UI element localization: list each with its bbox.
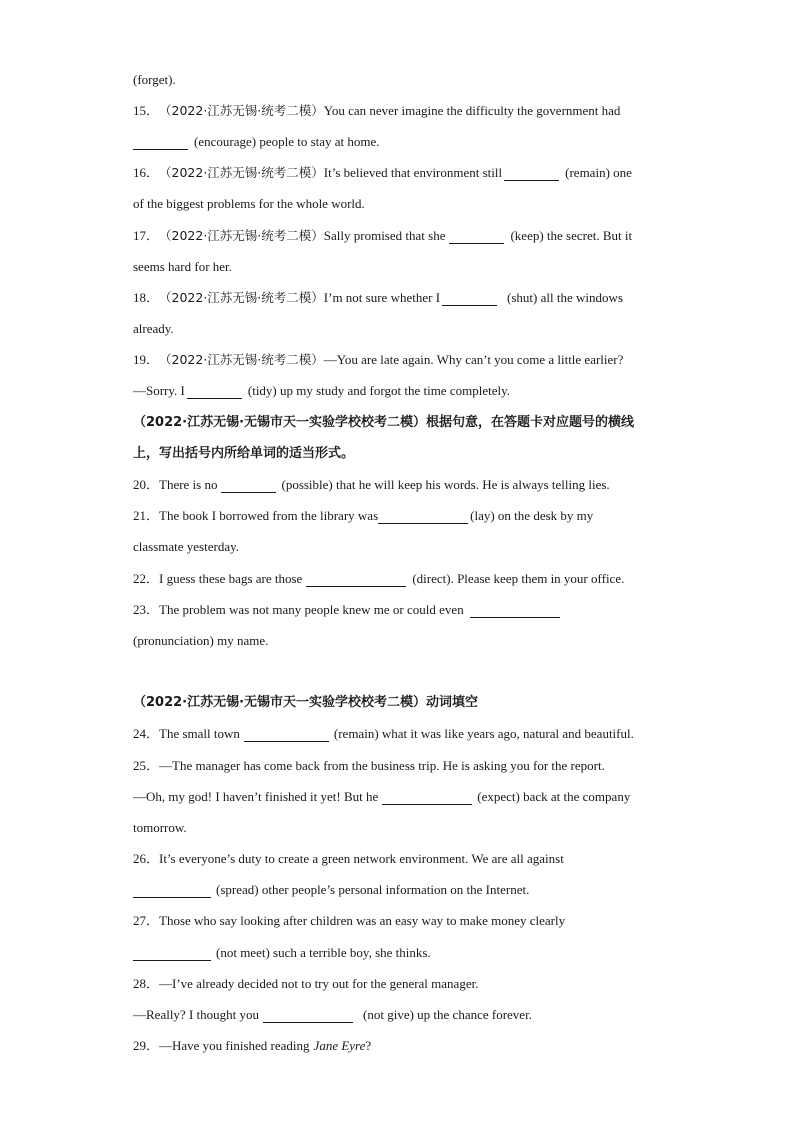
- section-heading: （2022·江苏无锡·无锡市天一实验学校校考二模）根据句意，在答题卡对应题号的横线: [133, 414, 635, 430]
- question-text: (direct). Please keep them in your office.: [412, 570, 625, 586]
- answer-blank[interactable]: [442, 290, 497, 306]
- question-18-line-1: [133, 282, 663, 313]
- question-number: 16．: [133, 165, 160, 181]
- answer-blank[interactable]: [187, 383, 242, 399]
- question-29: [133, 1031, 663, 1062]
- question-text: 20．There is no: [133, 477, 218, 493]
- line-forget: [133, 64, 663, 95]
- question-number: 17．: [133, 227, 160, 243]
- question-22: [133, 563, 663, 594]
- question-text: tomorrow.: [133, 819, 187, 835]
- answer-blank[interactable]: [221, 477, 276, 493]
- section-heading-1-line-2: [133, 438, 663, 469]
- question-25-line-1: [133, 750, 663, 781]
- question-20: [133, 469, 663, 500]
- question-19-line-1: [133, 345, 663, 376]
- question-26-line-1: [133, 844, 663, 875]
- question-25-line-3: [133, 812, 663, 843]
- question-text: It’s believed that environment still: [323, 165, 503, 181]
- question-text: 22．I guess these bags are those: [133, 570, 303, 586]
- answer-blank[interactable]: [133, 945, 211, 961]
- question-15-line-1: [133, 95, 663, 126]
- section-heading-1-line-1: [133, 407, 663, 438]
- answer-blank[interactable]: [382, 789, 472, 805]
- answer-blank[interactable]: [244, 726, 329, 742]
- question-text: 29．—Have you finished reading: [133, 1038, 310, 1054]
- question-24: [133, 719, 663, 750]
- answer-blank[interactable]: [378, 508, 468, 524]
- question-text: (pronunciation) my name.: [133, 632, 269, 648]
- question-source: （2022·江苏无锡·统考二模）: [159, 352, 324, 368]
- question-source: （2022·江苏无锡·统考二模）: [159, 102, 324, 118]
- answer-blank[interactable]: [133, 134, 188, 150]
- question-text: 24．The small town: [133, 726, 240, 742]
- question-source: （2022·江苏无锡·统考二模）: [159, 289, 324, 305]
- question-number: 15．: [133, 102, 160, 118]
- question-text: 21．The book I borrowed from the library was: [133, 508, 379, 524]
- section-heading: （2022·江苏无锡·无锡市天一实验学校校考二模）动词填空: [133, 695, 479, 711]
- text: (forget).: [133, 71, 176, 87]
- question-text: ?: [365, 1038, 372, 1054]
- question-number: 18．: [133, 289, 160, 305]
- question-number: 19．: [133, 352, 160, 368]
- section-heading-2: [133, 688, 663, 719]
- question-text: —Really? I thought you: [133, 1007, 260, 1023]
- question-text: seems hard for her.: [133, 258, 232, 274]
- question-28-line-2: [133, 999, 663, 1030]
- question-15-line-2: [133, 126, 663, 157]
- question-text: (lay) on the desk by my: [470, 508, 594, 524]
- question-text: —Sorry. I: [133, 383, 185, 399]
- question-text: I’m not sure whether I: [323, 289, 441, 305]
- question-text: (not meet) such a terrible boy, she thinks.: [216, 944, 431, 960]
- section-heading: 上，写出括号内所给单词的适当形式。: [133, 445, 355, 461]
- question-21-line-2: [133, 532, 663, 563]
- question-text: 23．The problem was not many people knew me or could even: [133, 601, 464, 617]
- answer-blank[interactable]: [133, 882, 211, 898]
- question-16-line-2: [133, 189, 663, 220]
- question-23-line-1: [133, 594, 663, 625]
- answer-blank[interactable]: [504, 165, 559, 181]
- question-text: —You are late again. Why can’t you come a little earlier?: [323, 352, 624, 368]
- question-text: —Oh, my god! I haven’t finished it yet! But he: [133, 788, 379, 804]
- question-text: (remain) what it was like years ago, natural and beautiful.: [333, 726, 634, 742]
- question-text: (not give) up the chance forever.: [363, 1007, 532, 1023]
- question-source: （2022·江苏无锡·统考二模）: [159, 227, 324, 243]
- question-text: 26．It’s everyone’s duty to create a green network environment. We are all against: [133, 851, 564, 867]
- answer-blank[interactable]: [470, 602, 560, 618]
- question-text: (shut) all the windows: [507, 289, 623, 305]
- spacer: [133, 657, 663, 688]
- question-text: (tidy) up my study and forgot the time completely.: [247, 383, 510, 399]
- question-18-line-2: [133, 314, 663, 345]
- book-title: Jane Eyre: [313, 1038, 366, 1054]
- question-text: 27．Those who say looking after children was an easy way to make money clearly: [133, 913, 566, 929]
- question-16-line-1: [133, 158, 663, 189]
- question-text: (spread) other people’s personal information on the Internet.: [216, 882, 530, 898]
- question-28-line-1: [133, 968, 663, 999]
- question-21-line-1: [133, 501, 663, 532]
- answer-blank[interactable]: [306, 571, 406, 587]
- question-text: 28．—I’ve already decided not to try out for the general manager.: [133, 975, 479, 991]
- question-23-line-2: [133, 625, 663, 656]
- worksheet-page: [133, 64, 663, 1062]
- question-17-line-2: [133, 251, 663, 282]
- question-text: already.: [133, 321, 174, 337]
- question-17-line-1: [133, 220, 663, 251]
- question-26-line-2: [133, 875, 663, 906]
- question-25-line-2: [133, 781, 663, 812]
- question-19-line-2: [133, 376, 663, 407]
- question-text: 25．—The manager has come back from the business trip. He is asking you for the report.: [133, 757, 605, 773]
- question-text: of the biggest problems for the whole world.: [133, 196, 365, 212]
- question-text: (remain) one: [565, 165, 632, 181]
- answer-blank[interactable]: [449, 228, 504, 244]
- question-text: (encourage) people to stay at home.: [194, 133, 380, 149]
- question-text: (possible) that he will keep his words. He is always telling lies.: [281, 477, 610, 493]
- question-27-line-1: [133, 906, 663, 937]
- question-source: （2022·江苏无锡·统考二模）: [159, 165, 324, 181]
- question-27-line-2: [133, 937, 663, 968]
- answer-blank[interactable]: [263, 1007, 353, 1023]
- question-text: (expect) back at the company: [477, 788, 631, 804]
- question-text: (keep) the secret. But it: [510, 227, 633, 243]
- question-text: You can never imagine the difficulty the government had: [323, 102, 621, 118]
- question-text: Sally promised that she: [323, 227, 446, 243]
- question-text: classmate yesterday.: [133, 539, 239, 555]
